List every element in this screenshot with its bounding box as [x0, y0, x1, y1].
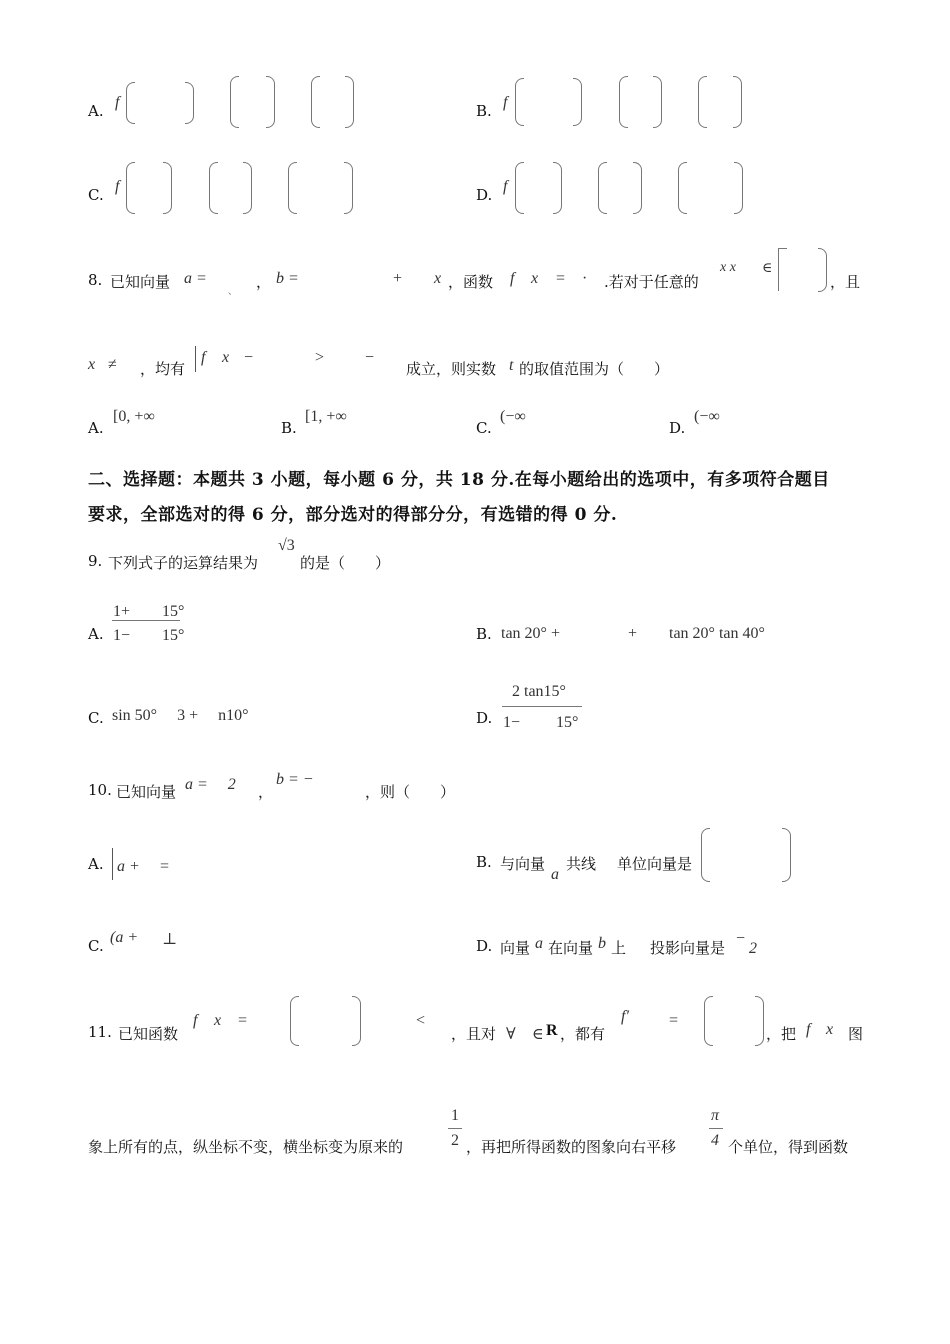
q10-d-text-4: 投影向量是: [650, 939, 726, 957]
q10-option-c-label: C.: [88, 937, 104, 955]
q8-tail: 成立，则实数: [406, 360, 497, 378]
q10-a-equals: =: [160, 858, 170, 875]
q11-pi-denominator: 4: [711, 1132, 719, 1149]
q10-b-text-1: 与向量: [500, 855, 546, 873]
q10-b-vector: a: [551, 866, 559, 883]
q7-d-paren: [734, 162, 743, 214]
q10-b-text-2: 共线: [566, 855, 597, 873]
q11-line-2-a: 象上所有的点，纵坐标不变，横坐标变为原来的: [88, 1138, 404, 1156]
q7-d-paren: [553, 162, 562, 214]
q8-option-c-label: C.: [476, 419, 492, 437]
q11-eq2: =: [669, 1012, 679, 1029]
q7-c-paren: [243, 162, 252, 214]
q11-pi-numerator: π: [711, 1107, 720, 1124]
q9-b-expression: tan 20° + + tan 20° tan 40°: [501, 625, 765, 642]
q8-minus2: −: [365, 349, 375, 366]
q7-b-paren: [573, 78, 582, 126]
q7-d-paren: [515, 162, 524, 214]
q10-option-a-label: A.: [88, 855, 104, 873]
q7-option-b-label: B.: [476, 102, 492, 120]
q8-cond: .若对于任意的: [604, 273, 699, 291]
q8-x1x2: x x: [720, 260, 736, 275]
q10-d-value-denominator: 2: [749, 940, 757, 957]
q11-graph: 图: [848, 1025, 864, 1043]
q11-half-numerator: 1: [451, 1107, 459, 1124]
q8-a: a =: [184, 270, 207, 287]
q7-a-paren: [185, 82, 194, 124]
q11-line-2-b: ，再把所得函数的图象向右平移: [466, 1138, 677, 1156]
q11-put: ，把: [766, 1025, 797, 1043]
q8-option-d-value: (−∞: [694, 408, 720, 425]
q11-paren: [290, 996, 299, 1046]
q10-a-abs-bar: [112, 848, 113, 880]
q7-option-c-label: C.: [88, 186, 104, 204]
q10-b-paren: [701, 828, 710, 882]
q10-comma: ，: [258, 783, 274, 801]
section-2-line-2: 要求，全部选对的得 6 分，部分选对的得部分分，有选错的得 0 分.: [88, 505, 618, 525]
q9-sqrt3: √3: [278, 537, 295, 554]
q9-text-1: 下列式子的运算结果为: [108, 554, 259, 572]
q10-d-vector-b: b: [598, 935, 606, 952]
q10-number: 10.: [88, 781, 112, 799]
q9-d-denominator: 1− 15°: [503, 714, 579, 731]
q8-minus: −: [244, 349, 254, 366]
q10-a: a = 2: [185, 776, 236, 793]
q10-text-1: 已知向量: [116, 783, 177, 801]
q11-x2: x: [826, 1021, 834, 1038]
q9-option-b-label: B.: [476, 625, 492, 643]
q8-abs-f: f: [201, 349, 206, 366]
q9-d-fraction-line: [502, 706, 582, 707]
q10-option-d-label: D.: [476, 937, 493, 955]
q11-half-denominator: 2: [451, 1132, 459, 1149]
q8-option-b-label: B.: [281, 419, 297, 437]
q8-x: x: [434, 270, 442, 287]
q9-number: 9.: [88, 552, 103, 570]
q11-in: ∈: [532, 1026, 544, 1043]
q11-all: ，都有: [560, 1025, 606, 1043]
q9-option-d-label: D.: [476, 709, 493, 727]
q7-d-paren: [598, 162, 607, 214]
q9-a-numerator: 1+ 15°: [113, 603, 185, 620]
q11-f: f: [193, 1012, 198, 1029]
q7-b-f: f: [503, 94, 508, 111]
q9-option-a-label: A.: [88, 625, 104, 643]
q11-paren: [704, 996, 713, 1046]
q8-b: b =: [276, 270, 299, 287]
q8-all-have: ，均有: [140, 360, 186, 378]
q11-and: ，且对: [451, 1025, 497, 1043]
q8-fx: f: [510, 270, 515, 287]
q7-a-paren: [311, 76, 320, 128]
q8-abs-x: x: [222, 349, 230, 366]
q7-a-paren: [230, 76, 239, 128]
q8-gt: >: [315, 349, 325, 366]
q11-x: x: [214, 1012, 222, 1029]
q7-d-f: f: [503, 178, 508, 195]
q7-option-d-label: D.: [476, 186, 493, 204]
section-2-line-1: 二、选择题：本题共 3 小题，每小题 6 分，共 18 分.在每小题给出的选项中，有多项符合题目: [88, 470, 830, 490]
q11-number: 11.: [88, 1023, 112, 1041]
q10-d-vector-a: a: [535, 935, 543, 952]
q11-line-2-c: 个单位，得到函数: [728, 1138, 849, 1156]
q10-d-text-1: 向量: [500, 939, 531, 957]
q11-forall: ∀: [506, 1026, 516, 1043]
q8-interval-paren: [818, 248, 827, 292]
q9-c-expression: sin 50° 3 + n10°: [112, 707, 249, 724]
q10-d-text-2: 在向量: [548, 939, 594, 957]
q8-option-d-label: D.: [669, 419, 686, 437]
q11-paren: [352, 996, 361, 1046]
q9-a-denominator: 1− 15°: [113, 627, 185, 644]
q10-a-expression: a +: [117, 858, 140, 875]
q8-option-b-value: [1, +∞: [305, 408, 347, 425]
q8-comma: ，: [256, 273, 272, 291]
q10-option-b-label: B.: [476, 853, 492, 871]
q10-d-text-3: 上: [611, 939, 627, 957]
q8-and: ，且: [830, 273, 861, 291]
q8-eq: =: [556, 270, 566, 287]
q8-interval-bracket: [778, 248, 787, 291]
q9-a-fraction-line: [112, 620, 180, 621]
q7-d-paren: [678, 162, 687, 214]
q8-intro: 已知向量: [110, 273, 171, 291]
q8-mid-text: ，函数: [448, 273, 494, 291]
q9-text-2: 的是（ ）: [300, 554, 391, 572]
q7-a-paren: [126, 82, 135, 124]
q8-dot: ·: [582, 270, 588, 287]
q7-option-a-label: A.: [88, 102, 104, 120]
q11-fprime: f′: [621, 1008, 629, 1025]
q11-f2: f: [806, 1021, 811, 1038]
q10-c-perp: ⊥: [162, 931, 178, 948]
q8-neq: ≠: [108, 356, 117, 373]
q7-b-paren: [698, 76, 707, 128]
q10-c-expression: (a +: [110, 929, 139, 946]
q8-tail2: 的取值范围为（ ）: [519, 360, 670, 378]
q10-b-text-3: 单位向量是: [617, 855, 693, 873]
q8-t: t: [509, 357, 514, 374]
q8-option-a-label: A.: [88, 419, 104, 437]
q8-in: ∈: [762, 261, 773, 276]
q9-d-numerator: 2 tan15°: [512, 683, 566, 700]
q7-c-paren: [344, 162, 353, 214]
q7-a-paren: [266, 76, 275, 128]
q7-b-paren: [619, 76, 628, 128]
q7-c-f: f: [115, 178, 120, 195]
q7-a-f: f: [115, 94, 120, 111]
q7-c-paren: [209, 162, 218, 214]
q10-b-paren: [782, 828, 791, 882]
q8-option-a-value: [0, +∞: [113, 408, 155, 425]
q10-b: b = −: [276, 771, 314, 788]
q7-c-paren: [126, 162, 135, 214]
q8-fx-x: x: [531, 270, 539, 287]
q11-R: R: [546, 1022, 558, 1039]
q7-b-paren: [515, 78, 524, 126]
q11-paren: [755, 996, 764, 1046]
q7-a-paren: [345, 76, 354, 128]
q11-text-1: 已知函数: [118, 1025, 179, 1043]
q7-b-paren: [733, 76, 742, 128]
q11-eq: =: [238, 1012, 248, 1029]
q9-option-c-label: C.: [88, 709, 104, 727]
q10-then: ，则（ ）: [365, 783, 456, 801]
q8-plus: +: [393, 270, 403, 287]
q8-number: 8.: [88, 271, 103, 289]
q8-option-c-value: (−∞: [500, 408, 526, 425]
q7-d-paren: [633, 162, 642, 214]
q11-lt: <: [416, 1012, 426, 1029]
q7-c-paren: [163, 162, 172, 214]
q7-c-paren: [288, 162, 297, 214]
q7-b-paren: [653, 76, 662, 128]
q11-half-line: [448, 1128, 462, 1129]
q10-d-value-sign: −: [736, 930, 746, 947]
q8-neq-x: x: [88, 356, 96, 373]
q8-abs-bar: [195, 346, 196, 372]
q11-pi-line: [709, 1128, 723, 1129]
